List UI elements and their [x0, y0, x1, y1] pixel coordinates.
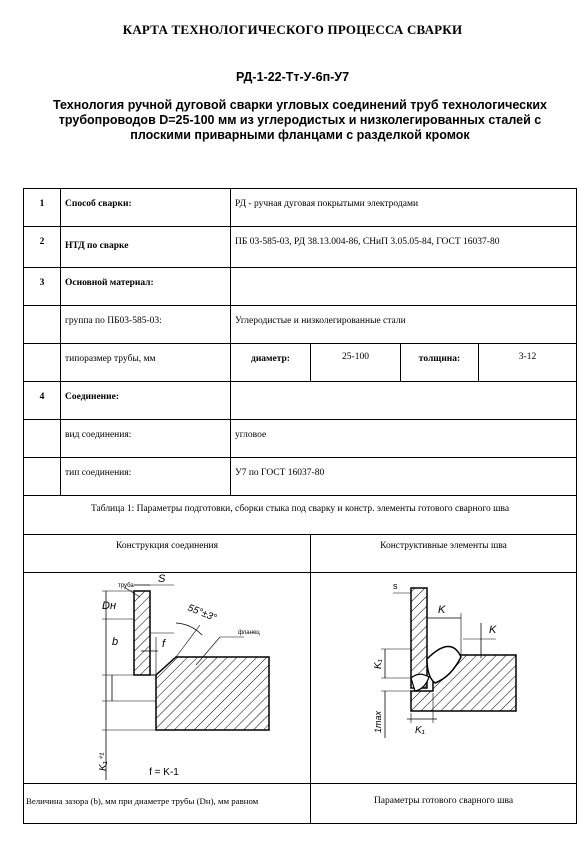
table-row	[24, 344, 577, 382]
row-number-empty	[24, 420, 61, 458]
pipe-wall-shape	[134, 591, 150, 675]
table-row	[24, 189, 577, 227]
row-label-joint: Соединение:	[61, 382, 231, 420]
row-value-joint-kind: угловое	[231, 420, 577, 458]
max-1-label: 1max	[373, 710, 383, 733]
diameter-value: 25-100	[311, 344, 401, 382]
table-row	[24, 268, 577, 306]
pipe-wall-shape	[411, 588, 427, 688]
row-label-joint-kind: вид соединения:	[61, 420, 231, 458]
row-number: 1	[24, 189, 61, 227]
row-value-joint-type: У7 по ГОСТ 16037-80	[231, 458, 577, 496]
gap-size-caption: Величина зазора (b), мм при диаметре трубы (Dн), мм равном	[24, 784, 311, 824]
document-code: РД-1-22-Тт-У-6п-У7	[235, 70, 350, 84]
row-number-empty	[24, 344, 61, 382]
leg-k1-label: K₁⁺¹	[98, 752, 109, 771]
drawings-row	[24, 573, 577, 784]
weld-elements-drawing-cell	[311, 573, 577, 784]
table-caption-row	[24, 496, 577, 535]
document-title: КАРТА ТЕХНОЛОГИЧЕСКОГО ПРОЦЕССА СВАРКИ	[122, 22, 463, 37]
leg-k1-vertical-label: K₁	[373, 659, 384, 669]
table-row	[24, 227, 577, 268]
joint-design-drawing-cell	[24, 573, 311, 784]
table-row	[24, 306, 577, 344]
table1-footer-row	[24, 784, 577, 824]
outer-diameter-label: Dн	[102, 600, 116, 612]
table-row	[24, 382, 577, 420]
leg-k1-horizontal-label: K₁	[415, 725, 425, 736]
leg-k-horizontal-label: K	[438, 604, 446, 616]
table-row	[24, 420, 577, 458]
row-number: 3	[24, 268, 61, 306]
flange-label: фланец	[238, 630, 260, 636]
pipe-label: труба	[118, 583, 134, 589]
row-label-ntd: НТД по сварке	[61, 227, 231, 268]
row-number-empty	[24, 306, 61, 344]
row-label-pipe-size: типоразмер трубы, мм	[61, 344, 231, 382]
row-label-base-material: Основной материал:	[61, 268, 231, 306]
row-label-material-group: группа по ПБ03-585-03:	[61, 306, 231, 344]
table1-caption: Таблица 1: Параметры подготовки, сборки стыка под сварку и констр. элементы готового сварного шва	[24, 496, 577, 535]
bevel-f-label: f	[162, 638, 166, 650]
joint-design-drawing	[24, 573, 308, 780]
formula-label: f = K-1	[149, 767, 179, 778]
row-value-material-group: Углеродистые и низколегированные стали	[231, 306, 577, 344]
gap-b-label: b	[112, 636, 119, 648]
row-value-ntd: ПБ 03-585-03, РД 38.13.004-86, СНиП 3.05.05-84, ГОСТ 16037-80	[231, 227, 577, 268]
table-row	[24, 458, 577, 496]
row-value-empty	[231, 382, 577, 420]
thickness-value: 3-12	[479, 344, 577, 382]
thickness-label: толщина:	[401, 344, 479, 382]
thickness-s-label: s	[393, 581, 398, 591]
welding-process-table	[23, 188, 577, 824]
row-value-empty	[231, 268, 577, 306]
row-number: 2	[24, 227, 61, 268]
row-number-empty	[24, 458, 61, 496]
flange-shape	[156, 657, 269, 730]
row-value-welding-method: РД - ручная дуговая покрытыми электродами	[231, 189, 577, 227]
diameter-label: диаметр:	[231, 344, 311, 382]
col-header-joint-design: Конструкция соединения	[24, 535, 311, 573]
table1-header-row	[24, 535, 577, 573]
row-label-joint-type: тип соединения:	[61, 458, 231, 496]
leg-k-vertical-label: K	[489, 624, 497, 636]
col-header-weld-elements: Конструктивные элементы шва	[311, 535, 577, 573]
weld-params-caption: Параметры готового сварного шва	[311, 784, 577, 824]
row-label-welding-method: Способ сварки:	[61, 189, 231, 227]
thickness-s-label: S	[158, 573, 166, 585]
bevel-angle-label: 55°±3°	[185, 602, 218, 625]
document-subtitle: Технология ручной дуговой сварки угловых соединений труб технологических трубопроводов D=25-100 мм из углеродистых и низколегированных сталей с плоскими приварными фланцами с разделкой кромок	[53, 98, 547, 142]
row-number: 4	[24, 382, 61, 420]
weld-elements-drawing	[311, 573, 576, 780]
